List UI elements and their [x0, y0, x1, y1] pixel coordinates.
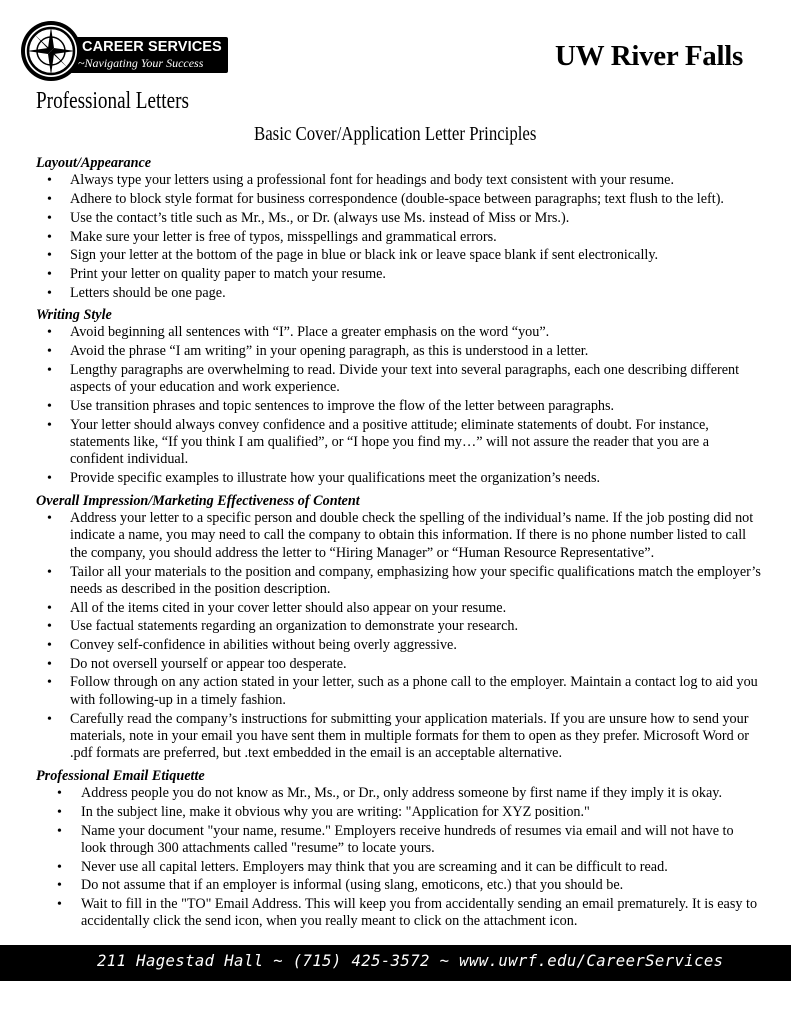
- list-item: • Letters should be one page.: [36, 285, 761, 302]
- logo-title: CAREER SERVICES: [82, 39, 222, 55]
- list-item: • Avoid beginning all sentences with “I”. Place a greater emphasis on the word “you”.: [36, 324, 761, 341]
- document-body: [36, 155, 761, 936]
- section-heading: Professional Email Etiquette: [36, 767, 205, 784]
- list-item: • Address people you do not know as Mr., Ms., or Dr., only address someone by first name if they imply it is okay.: [36, 785, 761, 802]
- list-item: • Do not oversell yourself or appear too desperate.: [36, 656, 761, 673]
- list-item: • Print your letter on quality paper to match your resume.: [36, 266, 761, 283]
- section-heading: Writing Style: [36, 307, 112, 324]
- list-item: • Use the contact’s title such as Mr., Ms., or Dr. (always use Ms. instead of Miss or Mrs.).: [36, 210, 761, 227]
- section-layout-appearance: [36, 155, 761, 302]
- list-item: • Address your letter to a specific person and double check the spelling of the individual’s name. If the job posting did not indicate a name, you may need to call the company to obtain this information. If there is no phone number listed to call the company, you should address the letter to “Hiring Manager” or “Human Resource Representative”.: [36, 510, 761, 562]
- footer-bar: [0, 945, 791, 981]
- list-item: • Make sure your letter is free of typos, misspellings and grammatical errors.: [36, 229, 761, 246]
- list-item: • In the subject line, make it obvious why you are writing: "Application for XYZ position.": [36, 804, 761, 821]
- section-overall-impression: [36, 493, 761, 763]
- list-item: • Use factual statements regarding an organization to demonstrate your research.: [36, 618, 761, 635]
- list-item: • Always type your letters using a professional font for headings and body text consistent with your resume.: [36, 172, 761, 189]
- list-item: • Follow through on any action stated in your letter, such as a phone call to the employer. Maintain a contact log to aid you with following-up in a timely fashion.: [36, 674, 761, 709]
- document-subtitle-text: Basic Cover/Application Letter Principles: [254, 123, 537, 145]
- list-item: • Sign your letter at the bottom of the page in blue or black ink or leave space blank if sent electronically.: [36, 247, 761, 264]
- list-item: • Use transition phrases and topic sentences to improve the flow of the letter between paragraphs.: [36, 398, 761, 415]
- bullet-list: [36, 510, 761, 763]
- list-item: • All of the items cited in your cover letter should also appear on your resume.: [36, 600, 761, 617]
- bullet-list: [36, 172, 761, 302]
- list-item: • Adhere to block style format for business correspondence (double-space between paragraphs; text flush to the left).: [36, 191, 761, 208]
- list-item: • Avoid the phrase “I am writing” in your opening paragraph, as this is understood in a letter.: [36, 343, 761, 360]
- bullet-list: [36, 324, 761, 487]
- list-item: • Do not assume that if an employer is informal (using slang, emoticons, etc.) that you should be.: [36, 877, 761, 894]
- compass-icon: [20, 20, 82, 82]
- list-item: • Never use all capital letters. Employers may think that you are screaming and it can be difficult to read.: [36, 859, 761, 876]
- section-writing-style: [36, 307, 761, 488]
- university-name: UW River Falls: [554, 40, 743, 72]
- logo-tagline: ~Navigating Your Success: [78, 56, 204, 70]
- document-subtitle: [0, 123, 791, 146]
- list-item: • Tailor all your materials to the position and company, emphasizing how your specific qualifications match the employer’s needs as described in the position description.: [36, 564, 761, 599]
- section-email-etiquette: [36, 768, 761, 931]
- bullet-list: [36, 785, 761, 931]
- list-item: • Name your document "your name, resume." Employers receive hundreds of resumes via email and will not have to look through 300 attachments called "resume” to locate yours.: [36, 823, 761, 858]
- list-item: • Lengthy paragraphs are overwhelming to read. Divide your text into several paragraphs, each one describing different aspects of your education and work experience.: [36, 362, 761, 397]
- list-item: • Provide specific examples to illustrate how your qualifications meet the organization’s needs.: [36, 470, 761, 487]
- career-services-logo: [20, 20, 228, 82]
- list-item: • Your letter should always convey confidence and a positive attitude; eliminate statements of doubt. For instance, statements like, “If you think I am qualified”, or “I hope you find my…” will not assure the reader that you are a confident individual.: [36, 417, 761, 469]
- footer-contact: 211 Hagestad Hall ~ (715) 425-3572 ~ www.uwrf.edu/CareerServices: [97, 952, 724, 970]
- section-heading: Layout/Appearance: [36, 155, 152, 171]
- section-heading: Overall Impression/Marketing Effectiveness of Content: [36, 492, 360, 509]
- page-title: Professional Letters: [36, 88, 190, 114]
- list-item: • Wait to fill in the "TO" Email Address. This will keep you from accidentally sending an email prematurely. It is easy to accidentally click the send icon, when you really meant to click on the attachment icon.: [36, 896, 761, 931]
- list-item: • Carefully read the company’s instructions for submitting your application materials. If you are unsure how to send your materials, note in your email you have sent them in multiple formats for them to open as they prefer. Microsoft Word or .pdf formats are preferred, but .text embedded in the email is an acceptable alternative.: [36, 711, 761, 763]
- list-item: • Convey self-confidence in abilities without being overly aggressive.: [36, 637, 761, 654]
